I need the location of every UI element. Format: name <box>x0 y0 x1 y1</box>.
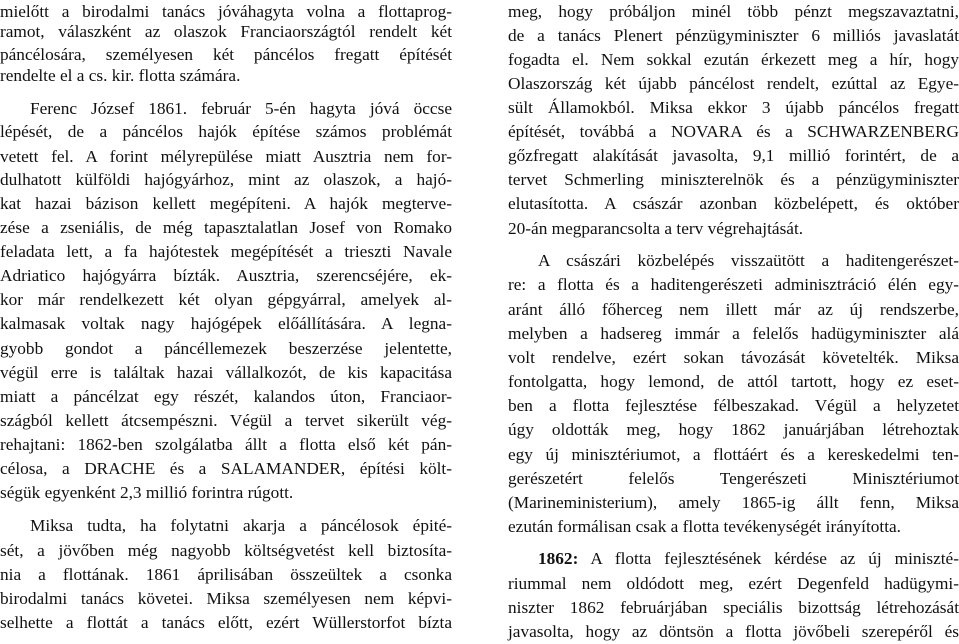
text-line <box>508 620 959 644</box>
line-text: rehajtani: 1862-ben szolgálatba állt a flotta első két pán- <box>0 435 452 454</box>
text-line <box>0 337 452 361</box>
text-line <box>0 288 452 312</box>
line-text: ezután formálisan csak a flotta tevékenységét irányította. <box>508 517 901 536</box>
line-text: A császári közbelépés visszaütött a haditengerészet- <box>538 251 959 270</box>
line-text: volt rendelve, ezért sokan távozását követelték. Miksa <box>508 348 959 367</box>
line-text: A flotta fejlesztésének kérdése az új miniszté- <box>590 549 959 568</box>
text-line <box>508 48 959 72</box>
text-line <box>0 457 452 481</box>
line-text: úgy oldották meg, hogy 1862 januárjában létrehoztak <box>508 420 959 439</box>
line-text: rendelte el a cs. kir. flotta számára. <box>0 66 241 85</box>
line-text: szágból kellett átcsempészni. Végül a tervet sikerült vég- <box>0 411 452 430</box>
text-line <box>0 216 452 240</box>
line-text: birodalmi tanács követei. Miksa személyesen nem képvi- <box>0 589 452 608</box>
line-text: re: a flotta és a haditengerészeti adminisztráció élén egy- <box>508 275 959 294</box>
text-line <box>0 240 452 264</box>
line-text: meg, hogy próbáljon minél több pénzt megszavaztatni, <box>508 2 959 21</box>
line-text: Olaszország két újabb páncélost rendelt, ezúttal az Egye- <box>508 74 959 93</box>
line-text: egy új minisztériumot, a flottáért és a kereskedelmi ten- <box>508 445 959 464</box>
line-text: célosa, a DRACHE és a SALAMANDER, építési költ- <box>0 459 452 478</box>
line-text: gerészetért felelős Tengerészeti Minisztériumot <box>508 469 959 488</box>
line-text: dulhatott külföldi hajógyárhoz, mint az olaszok, a hajó- <box>0 170 452 189</box>
text-line <box>0 385 452 409</box>
line-text: mielőtt a birodalmi tanács jóváhagyta volna a flottaprog- <box>0 2 452 21</box>
text-line <box>508 596 959 620</box>
line-text: Miksa tudta, ha folytatni akarja a páncélosok épité- <box>30 516 452 535</box>
text-line <box>508 96 959 120</box>
bold-lead: 1862: <box>538 549 579 568</box>
line-text: gyobb gondot a páncéllemezek beszerzése jelentette, <box>0 339 452 358</box>
line-text: aránt álló főherceg nem illett már az új rendszerbe, <box>508 300 959 319</box>
line-text: fogadta el. Nem sokkal ezután érkezett meg a hír, hogy <box>508 50 959 69</box>
text-line <box>0 64 240 88</box>
text-line <box>508 322 959 346</box>
text-line <box>508 120 959 144</box>
line-text: javasolta, hogy az döntsön a flotta jövőbeli szerepéről és <box>508 622 959 641</box>
line-text: miatt a páncélzat egy részét, kalandos úton, Franciaor- <box>0 387 452 406</box>
text-line <box>508 144 959 168</box>
text-line <box>0 312 452 336</box>
line-text: melyben a hadsereg immár a felelős hadügyminiszter alá <box>508 324 959 343</box>
text-line <box>508 467 959 491</box>
text-line <box>508 491 959 515</box>
line-text: niszter 1862 februárjában speciális bizottság létrehozását <box>508 598 959 617</box>
text-line <box>0 587 452 611</box>
text-line <box>0 611 452 635</box>
text-line <box>0 433 452 457</box>
line-text: végül erre is találtak hazai vállalkozót, de kis kapacitása <box>0 363 452 382</box>
line-text: tervet Schmerling miniszterelnök és a pénzügyminiszter <box>508 170 959 189</box>
line-text: sült Államokból. Miksa ekkor 3 újabb páncélos fregatt <box>508 98 959 117</box>
text-line <box>0 409 452 433</box>
text-line <box>508 217 803 241</box>
text-line <box>508 370 959 394</box>
text-line <box>30 514 452 538</box>
text-line <box>0 481 293 505</box>
line-text: 20-án megparancsolta a terv végrehajtását. <box>508 219 804 238</box>
line-text: fontolgatta, hogy lemond, de attól tartott, hogy ez eset- <box>508 372 959 391</box>
text-line <box>508 298 959 322</box>
line-text: Ferenc József 1861. február 5-én hagyta jóvá öccse <box>30 99 452 118</box>
text-line <box>0 168 452 192</box>
text-line <box>0 264 452 288</box>
text-line <box>538 547 959 571</box>
line-text: kalmasak voltak nagy hajógépek előállítására. A legna- <box>0 314 452 333</box>
text-line <box>0 192 452 216</box>
line-text: elutasította. A császár azonban közbelépett, és október <box>508 194 959 213</box>
text-line <box>508 443 959 467</box>
line-text: riummal nem oldódott meg, ezért Degenfeld hadügymi- <box>508 574 959 593</box>
text-line <box>508 515 901 539</box>
text-line <box>0 145 452 169</box>
text-line <box>508 168 959 192</box>
line-text: feladata lett, a fa hajótestek megépítését a trieszti Navale <box>0 242 452 261</box>
text-line <box>508 346 959 370</box>
text-line <box>508 0 959 24</box>
text-line <box>508 273 959 297</box>
line-text: Adriatico hajógyárra bízták. Ausztria, szerencséjére, ek- <box>0 266 452 285</box>
text-line <box>508 418 959 442</box>
text-line <box>0 539 452 563</box>
line-text: ben a flotta fejlesztése félbeszakad. Végül a helyzetet <box>508 396 959 415</box>
text-line <box>0 120 452 144</box>
line-text: kat hazai bázison kellett megépíteni. A hajók megterve- <box>0 194 452 213</box>
text-line <box>0 20 452 44</box>
line-text: építését, továbbá a NOVARA és a SCHWARZENBERG <box>508 122 959 141</box>
text-line <box>508 192 959 216</box>
text-line <box>0 361 452 385</box>
line-text: páncélosára, személyesen két páncélos fregatt építését <box>0 45 452 64</box>
text-line <box>508 72 959 96</box>
line-text: selhette a flottát a tanács előtt, ezért Wüllerstorfot bízta <box>0 613 452 632</box>
text-line <box>508 24 959 48</box>
line-text: de a tanács Plenert pénzügyminiszter 6 milliós javaslatát <box>508 26 959 45</box>
text-line <box>0 563 452 587</box>
line-text: zése a zseniális, de még tapasztalatlan Josef von Romako <box>0 218 452 237</box>
line-text: lépését, de a páncélos hajók építése számos problémát <box>0 122 452 141</box>
text-line <box>508 394 959 418</box>
line-text: ségük egyenként 2,3 millió forintra rúgott. <box>0 483 294 502</box>
text-line <box>508 572 959 596</box>
line-text: (Marineministerium), amely 1865-ig állt fenn, Miksa <box>508 493 959 512</box>
line-text: nia a flottának. 1861 áprilisában összeültek a csonka <box>0 565 452 584</box>
line-text: sét, a jövőben még nagyobb költségvetést kell biztosíta- <box>0 541 452 560</box>
line-text: vetett fel. A forint mélyrepülése miatt Ausztria nem for- <box>0 147 452 166</box>
line-text: kor már rendelkezett két olyan gépgyárral, amelyek al- <box>0 290 452 309</box>
text-line <box>538 249 959 273</box>
text-line <box>30 97 452 121</box>
line-text: ramot, válaszként az olaszok Franciaországtól rendelt két <box>0 22 452 41</box>
line-text: gőzfregatt alakítását javasolta, 9,1 millió forintért, de a <box>508 146 959 165</box>
